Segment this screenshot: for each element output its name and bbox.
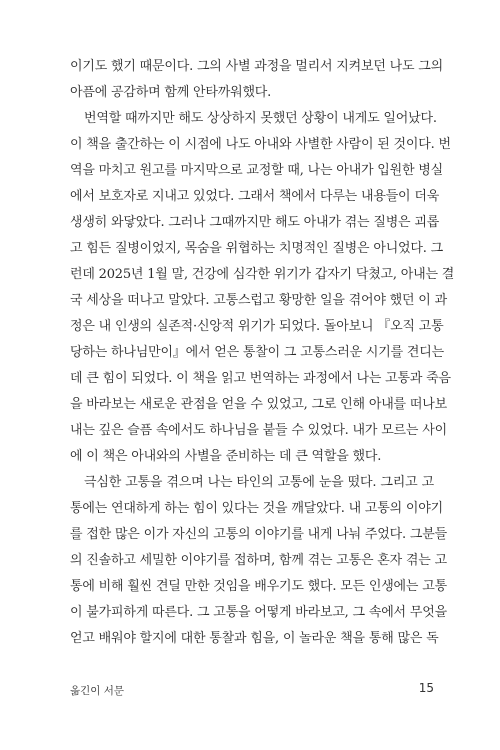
text-line: 통에는 연대하게 하는 힘이 있다는 것을 깨달았다. 내 고통의 이야기	[70, 501, 443, 516]
running-footer-title: 옮긴이 서문	[70, 685, 125, 697]
text-line: 생생히 와닿았다. 그러나 그때까지만 해도 아내가 겪는 질병은 괴롭	[70, 215, 440, 230]
text-line: 를 접한 많은 이가 자신의 고통의 이야기를 내게 나눠 주었다. 그분들	[70, 527, 447, 542]
text-line: 국 세상을 떠나고 말았다. 고통스럽고 황망한 일을 겪어야 했던 이 과	[70, 293, 447, 308]
text-line: 에 이 책은 아내와의 사별을 준비하는 데 큰 역할을 했다.	[70, 449, 382, 464]
text-line: 런데 2025년 1월 말, 건강에 심각한 위기가 갑자기 닥쳤고, 아내는 결	[70, 267, 455, 282]
paragraph	[70, 106, 455, 470]
text-line: 이기도 했기 때문이다. 그의 사별 과정을 멀리서 지켜보던 나도 그의	[70, 59, 443, 74]
text-line: 극심한 고통을 겪으며 나는 타인의 고통에 눈을 떴다. 그리고 고	[84, 475, 434, 490]
text-line: 을 바라보는 새로운 관점을 얻을 수 있었고, 그로 인해 아내를 떠나보	[70, 397, 447, 412]
text-line: 당하는 하나님만이』에서 얻은 통찰이 그 고통스러운 시기를 견디는	[70, 345, 444, 360]
text-line: 고 힘든 질병이었지, 목숨을 위협하는 치명적인 질병은 아니었다. 그	[70, 241, 443, 256]
text-line: 정은 내 인생의 실존적·신앙적 위기가 되었다. 돌아보니 『오직 고통	[70, 319, 444, 334]
text-line: 통에 비해 훨씬 견딜 만한 것임을 배우기도 했다. 모든 인생에는 고통	[70, 579, 447, 594]
body-text	[70, 54, 455, 652]
text-line: 이 책을 출간하는 이 시점에 나도 아내와 사별한 사람이 된 것이다. 번	[70, 137, 451, 152]
page-number: 15	[418, 681, 434, 695]
text-line: 데 큰 힘이 되었다. 이 책을 읽고 번역하는 과정에서 나는 고통과 죽음	[70, 371, 451, 386]
text-line: 아픔에 공감하며 함께 안타까워했다.	[70, 85, 272, 100]
text-line: 의 진솔하고 세밀한 이야기를 접하며, 함께 겪는 고통은 혼자 겪는 고	[70, 553, 447, 568]
text-line: 얻고 배워야 할지에 대한 통찰과 힘을, 이 놀라운 책을 통해 많은 독	[70, 631, 439, 646]
text-line: 번역할 때까지만 해도 상상하지 못했던 상황이 내게도 일어났다.	[84, 111, 437, 126]
text-line: 이 불가피하게 따른다. 그 고통을 어떻게 바라보고, 그 속에서 무엇을	[70, 605, 447, 620]
text-line: 내는 깊은 슬픔 속에서도 하나님을 붙들 수 있었다. 내가 모르는 사이	[70, 423, 447, 438]
text-line: 역을 마치고 원고를 마지막으로 교정할 때, 나는 아내가 입원한 병실	[70, 163, 443, 178]
paragraph	[70, 54, 443, 106]
paragraph	[70, 470, 447, 652]
text-line: 에서 보호자로 지내고 있었다. 그래서 책에서 다루는 내용들이 더욱	[70, 189, 440, 204]
